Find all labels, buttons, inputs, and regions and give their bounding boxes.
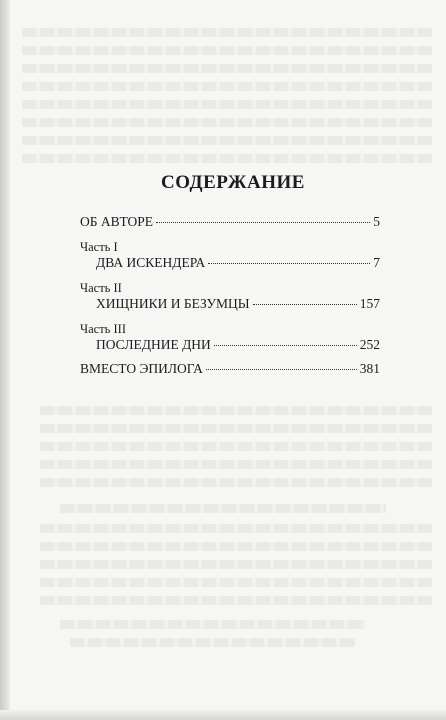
toc-entry-about-author[interactable] <box>80 214 380 230</box>
toc-part-heading: Часть III <box>80 322 126 336</box>
toc-entry-label: ОБ АВТОРЕ <box>80 214 154 229</box>
toc-entry-part-1[interactable] <box>80 255 380 271</box>
leader-dots <box>156 221 370 223</box>
toc-page-number: 157 <box>359 296 380 311</box>
toc-part-heading: Часть I <box>80 240 118 254</box>
toc-page-number: 252 <box>359 337 380 352</box>
leader-dots <box>214 344 357 346</box>
toc-title: СОДЕРЖАНИЕ <box>161 172 305 193</box>
toc-part-heading: Часть II <box>80 281 122 295</box>
toc-entry-part-3[interactable] <box>80 337 380 353</box>
table-of-contents <box>80 172 380 377</box>
toc-entry-part-2[interactable] <box>80 296 380 312</box>
toc-entry-label: ПОСЛЕДНИЕ ДНИ <box>96 337 211 352</box>
leader-dots <box>206 368 357 370</box>
toc-page-number: 7 <box>373 255 380 270</box>
leader-dots <box>253 303 357 305</box>
toc-page-number: 381 <box>359 361 380 376</box>
toc-entry-label: ДВА ИСКЕНДЕРА <box>96 255 206 270</box>
page-edge <box>0 0 10 720</box>
toc-entry-label: ХИЩНИКИ И БЕЗУМЦЫ <box>96 296 250 311</box>
toc-entry-label: ВМЕСТО ЭПИЛОГА <box>80 361 203 376</box>
page-edge-bottom <box>0 710 446 720</box>
leader-dots <box>208 262 370 264</box>
toc-page-number: 5 <box>373 214 380 229</box>
toc-entry-epilogue[interactable] <box>80 361 380 377</box>
